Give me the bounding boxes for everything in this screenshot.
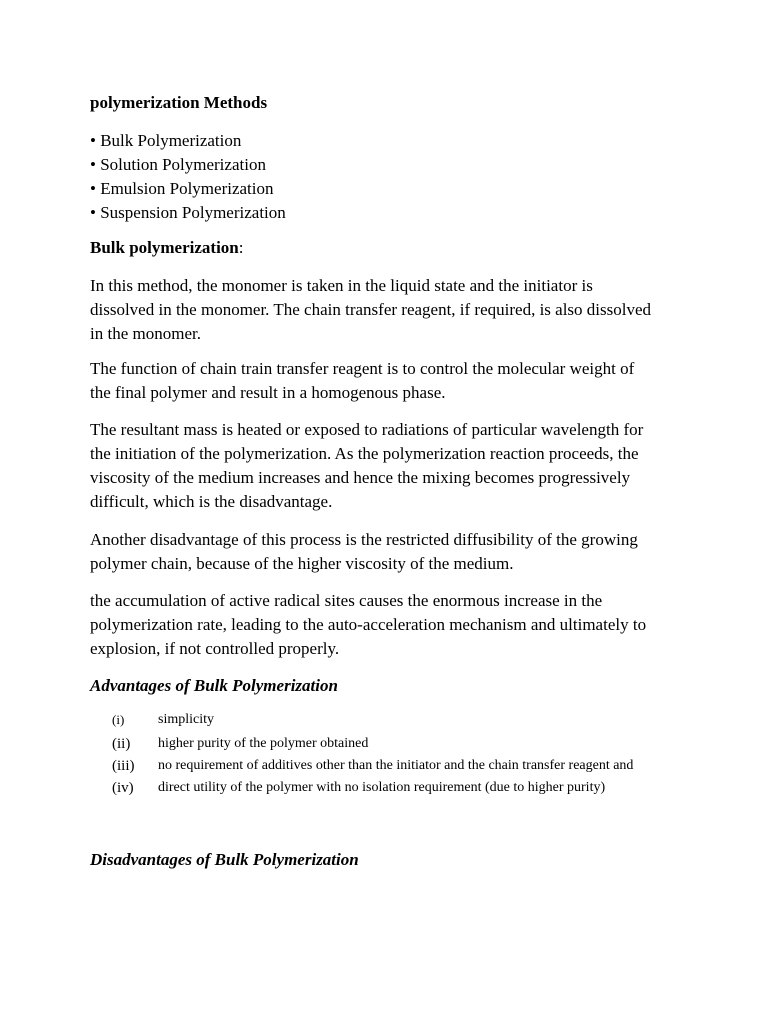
paragraph bbox=[90, 589, 690, 661]
paragraph-line: polymerization rate, leading to the auto-acceleration mechanism and ultimately to bbox=[90, 615, 647, 634]
list-item-text: higher purity of the polymer obtained bbox=[158, 736, 369, 751]
paragraph bbox=[90, 274, 690, 346]
paragraph-line: explosion, if not controlled properly. bbox=[90, 639, 340, 658]
paragraph-line: dissolved in the monomer. The chain transfer reagent, if required, is also dissolved bbox=[90, 300, 652, 319]
paragraph-line: the final polymer and result in a homogenous phase. bbox=[90, 383, 446, 402]
list-item: • Suspension Polymerization bbox=[90, 203, 286, 222]
list-item-text: simplicity bbox=[158, 712, 214, 727]
list-number: (i) bbox=[112, 712, 125, 727]
list-number: (iii) bbox=[112, 758, 135, 774]
paragraph bbox=[90, 418, 690, 514]
paragraph-line: The function of chain train transfer reagent is to control the molecular weight of bbox=[90, 359, 635, 378]
list-item-text: no requirement of additives other than the initiator and the chain transfer reagent and bbox=[158, 758, 634, 773]
paragraph-line: difficult, which is the disadvantage. bbox=[90, 492, 333, 511]
list-item: • Emulsion Polymerization bbox=[90, 179, 274, 198]
bulk-heading-colon: : bbox=[238, 238, 244, 257]
paragraph-line: In this method, the monomer is taken in the liquid state and the initiator is bbox=[90, 276, 593, 295]
list-item: • Bulk Polymerization bbox=[90, 131, 242, 150]
paragraph-line: the accumulation of active radical sites causes the enormous increase in the bbox=[90, 591, 603, 610]
paragraph-line: polymer chain, because of the higher viscosity of the medium. bbox=[90, 554, 514, 573]
bulk-heading-text: Bulk polymerization bbox=[90, 238, 239, 257]
paragraph-line: the initiation of the polymerization. As the polymerization reaction proceeds, the bbox=[90, 444, 639, 463]
list-number: (ii) bbox=[112, 736, 131, 752]
paragraph-line: viscosity of the medium increases and hence the mixing becomes progressively bbox=[90, 468, 631, 487]
methods-list bbox=[90, 129, 286, 225]
list-item-text: direct utility of the polymer with no isolation requirement (due to higher purity) bbox=[158, 780, 606, 795]
bulk-heading bbox=[90, 238, 244, 258]
paragraph-line: Another disadvantage of this process is the restricted diffusibility of the growing bbox=[90, 530, 638, 549]
paragraph-line: The resultant mass is heated or exposed to radiations of particular wavelength for bbox=[90, 420, 644, 439]
list-number: (iv) bbox=[112, 780, 134, 796]
paragraph bbox=[90, 528, 690, 576]
paragraph bbox=[90, 357, 690, 405]
advantages-heading: Advantages of Bulk Polymerization bbox=[90, 676, 338, 695]
paragraph-line: in the monomer. bbox=[90, 324, 201, 343]
disadvantages-heading: Disadvantages of Bulk Polymerization bbox=[90, 850, 359, 869]
page-title: polymerization Methods bbox=[90, 93, 268, 112]
list-item: • Solution Polymerization bbox=[90, 155, 266, 174]
